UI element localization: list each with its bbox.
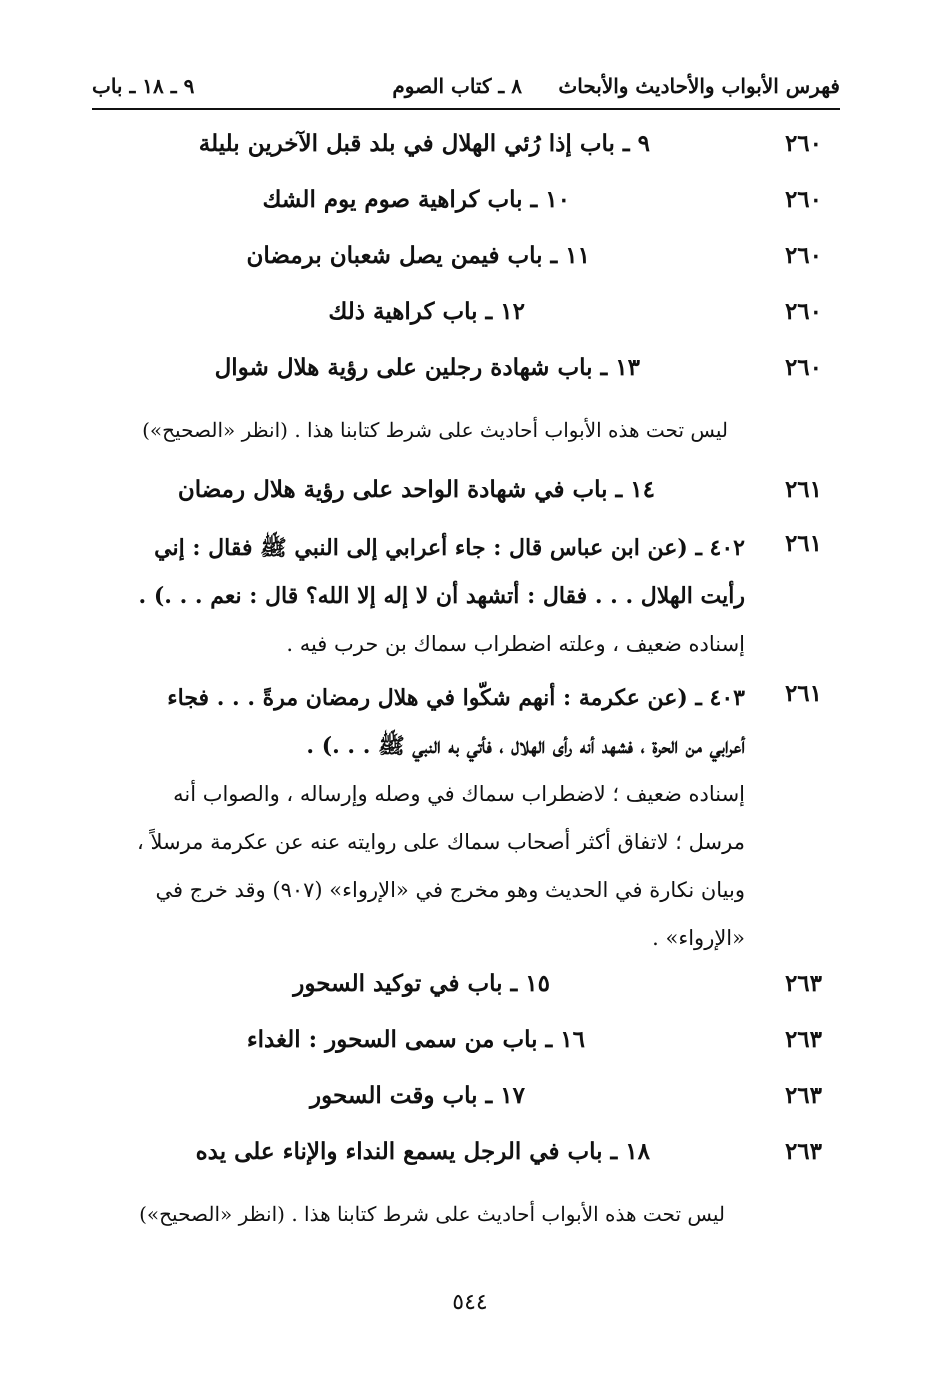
hadith-line: أعرابي من الحرة ، فشهد أنه رأى الهلال ، فأتي به النبي ﷺ . . .) .	[306, 733, 745, 759]
hadith-grading: مرسل ؛ لاتفاق أكثر أصحاب سماك على روايته عنه عن عكرمة مرسلاً ،	[137, 830, 745, 854]
hadith-line: رأيت الهلال . . . فقال : أتشهد أن لا إله إلا الله؟ قال : نعم . . .) .	[138, 583, 745, 609]
hadith-line: ٤٠٢ ـ (عن ابن عباس قال : جاء أعرابي إلى النبي ﷺ فقال : إني	[154, 535, 745, 561]
entry-page-number: ٢٦٠	[784, 242, 822, 269]
entry-page-number: ٢٦٠	[784, 354, 822, 381]
header-chapter-range: ٩ ـ ١٨ ـ باب	[92, 74, 195, 98]
entry-title: ١٣ ـ باب شهادة رجلين على رؤية هلال شوال	[214, 354, 640, 381]
entry-title: ١٦ ـ باب من سمى السحور : الغداء	[246, 1026, 585, 1053]
entry-title: ١٥ ـ باب في توكيد السحور	[293, 970, 550, 997]
entry-title: ١٧ ـ باب وقت السحور	[310, 1082, 525, 1109]
running-header	[92, 66, 840, 106]
entry-page-number: ٢٦٣	[784, 1026, 822, 1053]
header-rule	[92, 108, 840, 110]
entry-title: ١٨ ـ باب في الرجل يسمع النداء والإناء على يده	[195, 1138, 650, 1165]
header-book-title: ٨ ـ كتاب الصوم	[392, 74, 522, 98]
entry-page-number: ٢٦١	[784, 476, 822, 503]
hadith-grading: إسناده ضعيف ؛ لاضطراب سماك في وصله وإرساله ، والصواب أنه	[173, 782, 745, 806]
entry-title: ١٤ ـ باب في شهادة الواحد على رؤية هلال رمضان	[177, 476, 655, 503]
hadith-text	[92, 524, 745, 668]
entry-title: ١١ ـ باب فيمن يصل شعبان برمضان	[246, 242, 590, 269]
entry-page-number: ٢٦٣	[784, 1082, 822, 1109]
entry-title: ١٠ ـ باب كراهية صوم يوم الشك	[262, 186, 570, 213]
entry-page-number: ٢٦٠	[784, 186, 822, 213]
entry-page-number: ٢٦١	[784, 680, 822, 707]
hadith-grading: وبيان نكارة في الحديث وهو مخرج في «الإرواء» (٩٠٧) وقد خرج في	[155, 878, 745, 902]
entry-page-number: ٢٦٠	[784, 298, 822, 325]
note-text: ليس تحت هذه الأبواب أحاديث على شرط كتابنا هذا . (انظر «الصحيح»)	[142, 418, 728, 442]
entry-title: ١٢ ـ باب كراهية ذلك	[328, 298, 525, 325]
entry-title: ٩ ـ باب إذا رُئي الهلال في بلد قبل الآخرين بليلة	[198, 130, 650, 157]
hadith-text	[92, 674, 745, 962]
note-text: ليس تحت هذه الأبواب أحاديث على شرط كتابنا هذا . (انظر «الصحيح»)	[139, 1202, 725, 1226]
hadith-entry	[92, 680, 840, 970]
page-number: ٥٤٤	[452, 1290, 488, 1315]
entry-page-number: ٢٦٣	[784, 1138, 822, 1165]
hadith-grading: إسناده ضعيف ، وعلته اضطراب سماك بن حرب فيه .	[286, 632, 745, 656]
hadith-line: ٤٠٣ ـ (عن عكرمة : أنهم شكّوا في هلال رمضان مرةً . . . فجاء	[167, 685, 745, 711]
entry-page-number: ٢٦٣	[784, 970, 822, 997]
entry-page-number: ٢٦٠	[784, 130, 822, 157]
hadith-entry	[92, 530, 840, 670]
hadith-grading: «الإرواء» .	[652, 926, 745, 950]
entry-page-number: ٢٦١	[784, 530, 822, 557]
header-index-title: فهرس الأبواب والأحاديث والأبحاث	[558, 74, 840, 98]
